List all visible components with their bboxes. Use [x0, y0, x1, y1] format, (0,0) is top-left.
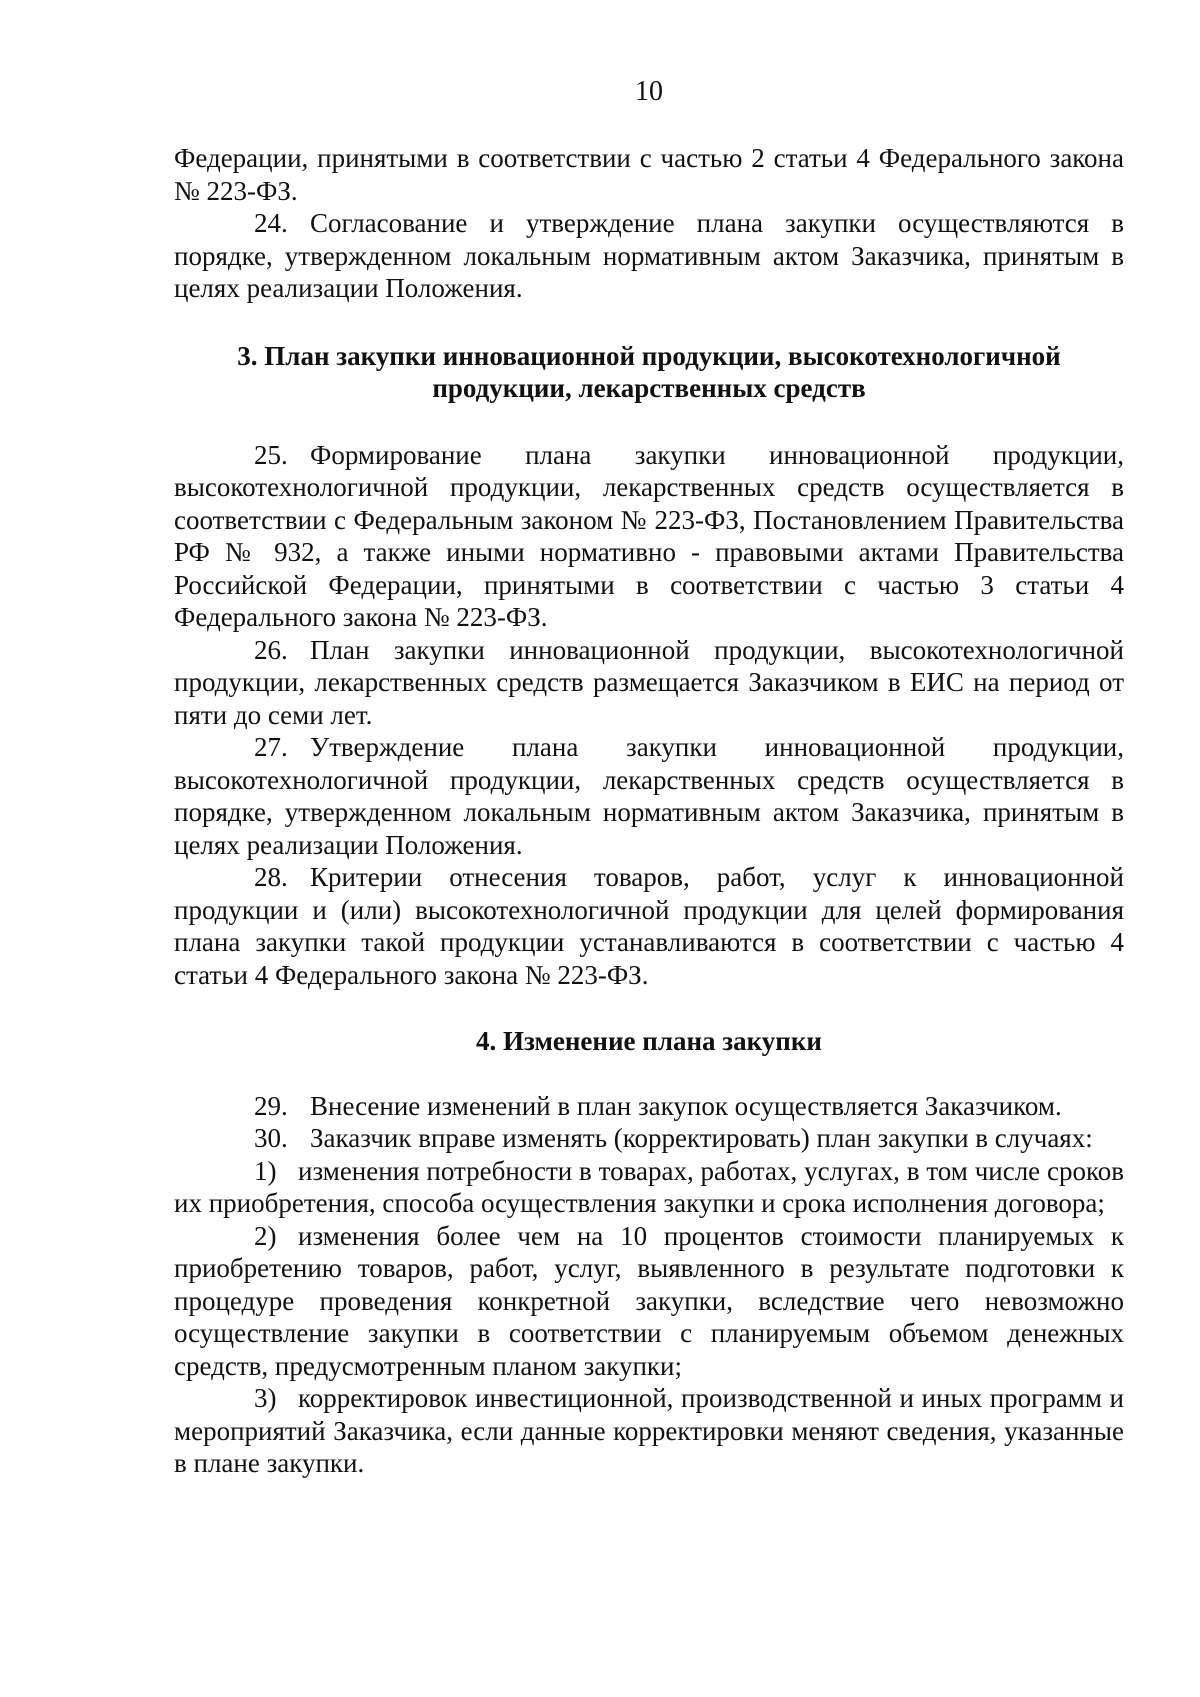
clause-29 [174, 1090, 1124, 1123]
clause-26 [174, 634, 1124, 732]
clause-number: 29. [254, 1090, 288, 1121]
clause-24 [174, 207, 1124, 305]
clause-number: 26. [254, 634, 288, 665]
document-body [174, 142, 1124, 1480]
clause-text: План закупки инновационной продукции, высокотехнологичной продукции, лекарственных средств размещается Заказчиком в ЕИС на период от пяти до семи лет. [174, 634, 1124, 730]
subclause-number: 2) [254, 1220, 277, 1251]
clause-text: Формирование плана закупки инновационной продукции, высокотехнологичной продукции, лекарственных средств осуществляется в соответствии с Федеральным законом № 223-ФЗ, Постановлением Правительства РФ № 932, а также иными нормативно - правовыми актами Правительства Российской Федерации, принятыми в соответствии с частью 3 статьи 4 Федерального закона № 223-ФЗ. [174, 439, 1124, 632]
subclause-3 [174, 1382, 1124, 1480]
section-4-heading: 4. Изменение плана закупки [476, 1026, 822, 1056]
subclause-1 [174, 1155, 1124, 1220]
clause-25 [174, 439, 1124, 634]
clause-30 [174, 1122, 1124, 1155]
clause-text: Утверждение плана закупки инновационной продукции, высокотехнологичной продукции, лекарственных средств осуществляется в порядке, утвержденном локальным нормативным актом Заказчика, принятым в целях реализации Положения. [174, 732, 1124, 860]
subclause-text: изменения более чем на 10 процентов стоимости планируемых к приобретению товаров, работ, услуг, выявленного в результате подготовки к процедуре проведения конкретной закупки, вследствие чего невозможно осуществление закупки в соответствии с планируемым объемом денежных средств, предусмотренным планом закупки; [174, 1220, 1124, 1381]
clause-text: Согласование и утверждение плана закупки осуществляются в порядке, утвержденном локальным нормативным актом Заказчика, принятым в целях реализации Положения. [174, 208, 1124, 303]
clause-number: 24. [254, 208, 288, 238]
subclause-text: корректировок инвестиционной, производственной и иных программ и мероприятий Заказчика, если данные корректировки меняют сведения, указанные в плане закупки. [174, 1383, 1124, 1478]
clause-number: 25. [254, 439, 288, 470]
clause-text: Заказчик вправе изменять (корректировать) план закупки в случаях: [310, 1123, 1093, 1153]
subclause-2 [174, 1220, 1124, 1383]
paragraph-continuation: Федерации, принятыми в соответствии с частью 2 статьи 4 Федерального закона № 223-ФЗ. [174, 143, 1124, 206]
section-3-heading-line-1: 3. План закупки инновационной продукции, высокотехнологичной [237, 340, 1061, 371]
clause-number: 27. [254, 732, 288, 762]
clause-number: 28. [254, 862, 288, 892]
subclause-number: 3) [254, 1383, 277, 1413]
section-3-heading [174, 340, 1124, 405]
clause-number: 30. [254, 1123, 288, 1153]
clause-text: Критерии отнесения товаров, работ, услуг к инновационной продукции и (или) высокотехнологичной продукции для целей формирования плана закупки такой продукции устанавливаются в соответствии с частью 4 статьи 4 Федерального закона № 223-ФЗ. [174, 862, 1124, 990]
subclause-text: изменения потребности в товарах, работах, услугах, в том числе сроков их приобретения, способа осуществления закупки и срока исполнения договора; [174, 1155, 1124, 1218]
clause-text: Внесение изменений в план закупок осуществляется Заказчиком. [310, 1090, 1062, 1121]
section-3-heading-line-2: продукции, лекарственных средств [432, 373, 866, 403]
page-number: 10 [635, 76, 663, 107]
clause-28 [174, 861, 1124, 991]
clause-27 [174, 731, 1124, 861]
subclause-number: 1) [254, 1155, 277, 1186]
